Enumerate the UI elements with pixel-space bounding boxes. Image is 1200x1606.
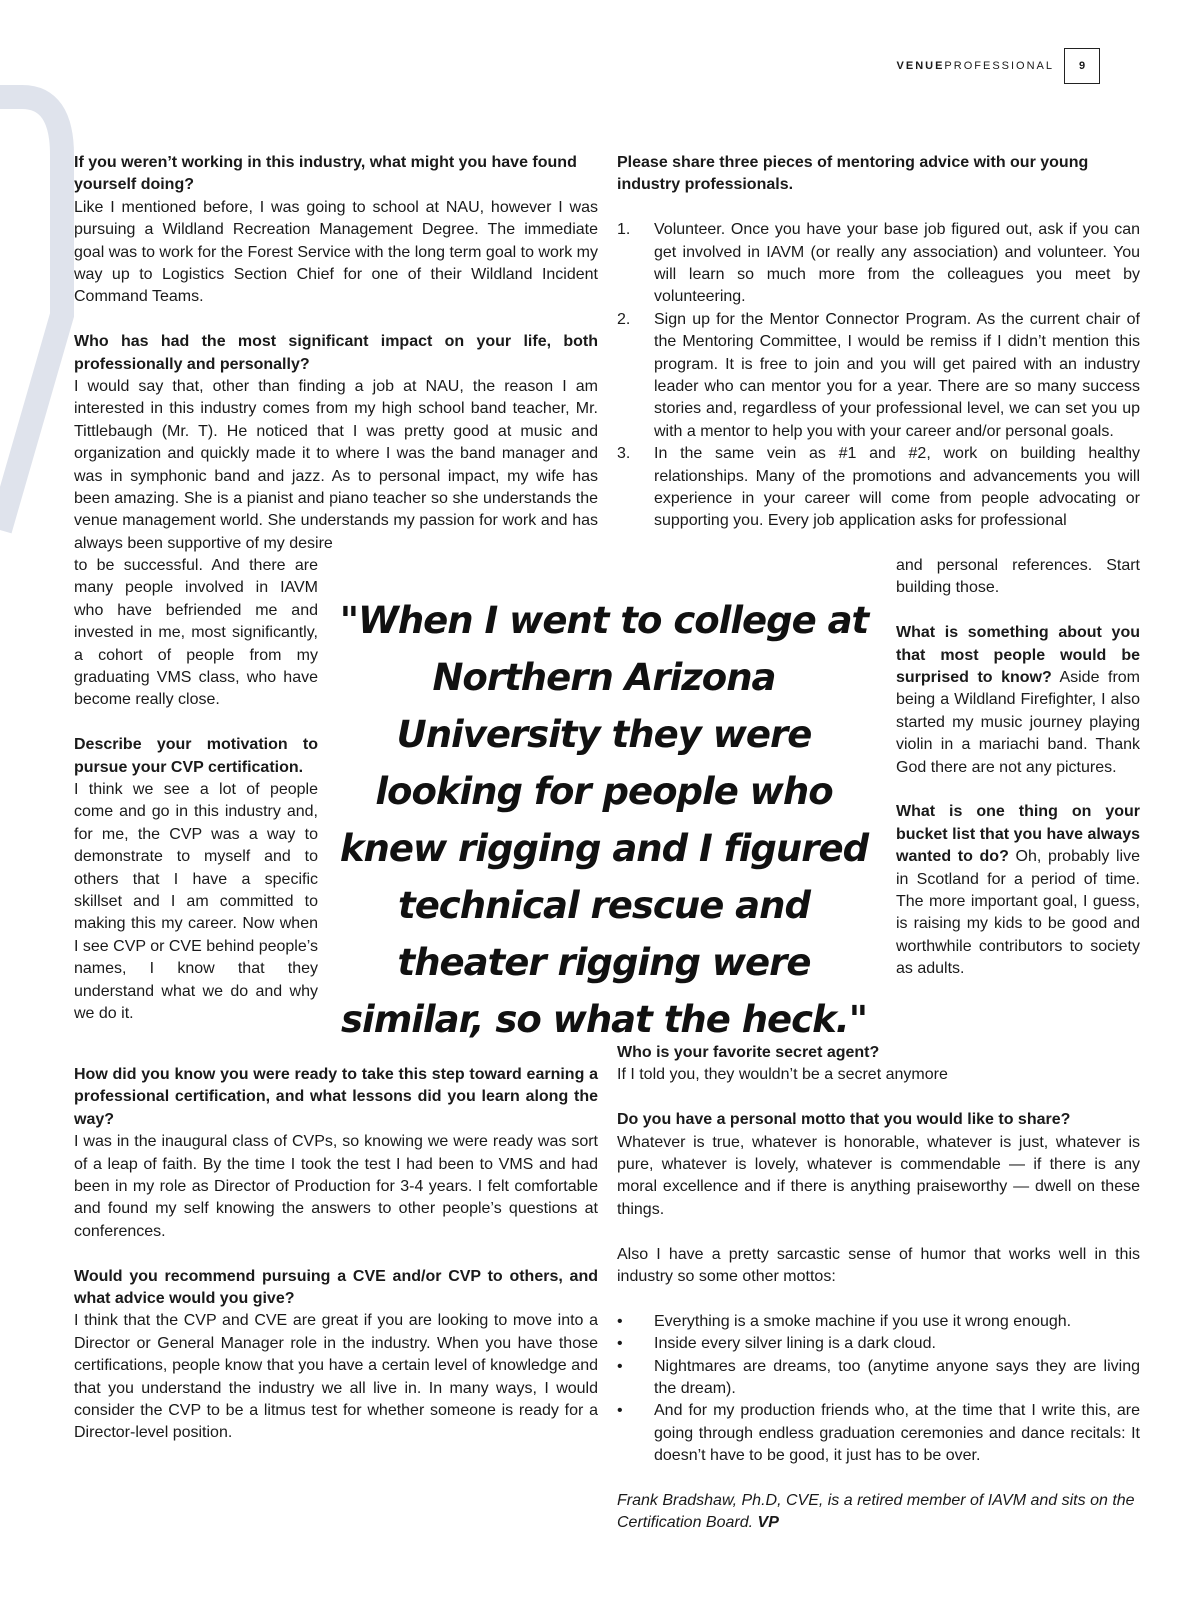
list-item: 1. Volunteer. Once you have your base job figured out, ask if you can get involved in IAVM (or really any association) and volunteer. You will learn so much more from the colleagues you meet by volunteering. bbox=[617, 221, 1140, 306]
list-item: • And for my production friends who, at the time that I write this, are going through endless graduation ceremonies and dance recitals: It doesn’t have to be good, it just has to be over. bbox=[617, 1402, 1140, 1465]
right-column-bottom bbox=[617, 1042, 1140, 1535]
question-1: If you weren’t working in this industry, what might you have found yourself doing? bbox=[74, 154, 577, 194]
right-column-top bbox=[617, 152, 1140, 533]
author-bio: Frank Bradshaw, Ph.D, CVE, is a retired member of IAVM and sits on the Certification Board. VP bbox=[617, 1492, 1135, 1532]
bucket-list-qa: What is one thing on your bucket list that you have always wanted to do? Oh, probably live in Scotland for a period of time. The more important goal, I guess, is raising my kids to be good and worthwhile contributors to society as adults. bbox=[896, 803, 1140, 978]
question-motto: Do you have a personal motto that you would like to share? bbox=[617, 1111, 1071, 1129]
magazine-title: VENUEPROFESSIONAL bbox=[896, 60, 1054, 72]
question-4: How did you know you were ready to take this step toward earning a professional certification, and what lessons did you learn along the way? bbox=[74, 1066, 598, 1128]
question-3: Describe your motivation to pursue your CVP certification. bbox=[74, 736, 318, 776]
list-item: 3. In the same vein as #1 and #2, work on building healthy relationships. Many of the promotions and advancements you will experience in your career will come from people advocating or supporting you. Every job application asks for professional bbox=[617, 445, 1140, 530]
question-2: Who has had the most significant impact on your life, both professionally and personally? bbox=[74, 333, 598, 373]
question-5: Would you recommend pursuing a CVE and/or CVP to others, and what advice would you give? bbox=[74, 1267, 598, 1308]
answer-motto: Whatever is true, whatever is honorable, whatever is just, whatever is pure, whatever is lovely, whatever is commendable — if there is any moral excellence and if there is anything praiseworthy — dwell on these things. bbox=[617, 1133, 1140, 1218]
list-item: 2. Sign up for the Mentor Connector Program. As the current chair of the Mentoring Committee, I would be remiss if I didn’t mention this program. It is free to join and you will get paired with an industry leader who can mentor you for a year. There are so many success stories and, regardless of your professional level, we can set you up with a mentor to help you with your career and/or personal goals. bbox=[617, 310, 1140, 440]
answer-secret-agent: If I told you, they wouldn’t be a secret anymore bbox=[617, 1066, 948, 1084]
answer-motto-continued: Also I have a pretty sarcastic sense of humor that works well in this industry so some other mottos: bbox=[617, 1245, 1140, 1286]
left-column-bottom bbox=[74, 1064, 598, 1445]
decorative-arc bbox=[0, 85, 80, 535]
question-secret-agent: Who is your favorite secret agent? bbox=[617, 1044, 880, 1061]
right-column-narrow bbox=[896, 555, 1140, 981]
mentoring-advice-list bbox=[617, 219, 1140, 533]
answer-3: I think we see a lot of people come and go in this industry and, for me, the CVP was a way to demonstrate to myself and to others that I have a specific skillset and I am committed to making this my career. Now when I see CVP or CVE behind people’s names, I know that they understand what we do and why we do it. bbox=[74, 781, 319, 1023]
list-item: • Everything is a smoke machine if you use it wrong enough. bbox=[617, 1312, 1072, 1330]
end-mark: VP bbox=[757, 1514, 779, 1532]
answer-2: I would say that, other than finding a job at NAU, the reason I am interested in this industry comes from my high school band teacher, Mr. Tittlebaugh (Mr. T). He noticed that I was pretty good at music and organization and quickly made it to where I was the band manager and was in symphonic band and jazz. As to personal impact, my wife has been amazing. She is a pianist and piano teacher so she understands the venue management world. She understands my passion for work and has always been supportive of my desire bbox=[74, 378, 598, 552]
list-item: • Inside every silver lining is a dark cloud. bbox=[617, 1335, 936, 1353]
pull-quote: "When I went to college at Northern Arizona University they were looking for people who knew rigging and I figured technical rescue and theater rigging were similar, so what the heck." bbox=[339, 599, 869, 1041]
page-number: 9 bbox=[1064, 48, 1100, 84]
answer-2-continued: to be successful. And there are many people involved in IAVM who have befriended me and invested in me, most significantly, a cohort of people from my graduating VMS class, who have become really close. bbox=[74, 557, 318, 709]
mentoring-question: Please share three pieces of mentoring advice with our young industry professionals. bbox=[617, 154, 1089, 194]
page-header bbox=[897, 48, 1100, 84]
left-column-narrow bbox=[74, 555, 318, 1026]
answer-5: I think that the CVP and CVE are great if you are looking to move into a Director or General Manager role in the industry. When you have those certifications, people know that you have a certain level of knowledge and that you understand the industry we all live in. In many ways, I would consider the CVP to be a litmus test for whether someone is ready for a Director-level position. bbox=[74, 1312, 598, 1442]
surprise-qa: What is something about you that most people would be surprised to know? Aside from being a Wildland Firefighter, I also started my music journey playing violin in a mariachi band. Thank God there are not any pictures. bbox=[896, 624, 1141, 776]
answer-1: Like I mentioned before, I was going to school at NAU, however I was pursuing a Wildland Recreation Management Degree. The immediate goal was to work for the Forest Service with the long term goal to work my way up to Logistics Section Chief for one of their Wildland Incident Command Teams. bbox=[74, 198, 598, 306]
list-item: • Nightmares are dreams, too (anytime anyone says they are living the dream). bbox=[617, 1357, 1140, 1398]
mottos-list bbox=[617, 1311, 1140, 1468]
advice-3-continued: and personal references. Start building those. bbox=[896, 557, 1140, 597]
answer-4: I was in the inaugural class of CVPs, so knowing we were ready was sort of a leap of faith. By the time I took the test I had been to VMS and had been in my role as Director of Production for 3-4 years. I felt comfortable and found my self knowing the answers to other people’s questions at conferences. bbox=[74, 1133, 598, 1240]
left-column-top bbox=[74, 152, 598, 555]
